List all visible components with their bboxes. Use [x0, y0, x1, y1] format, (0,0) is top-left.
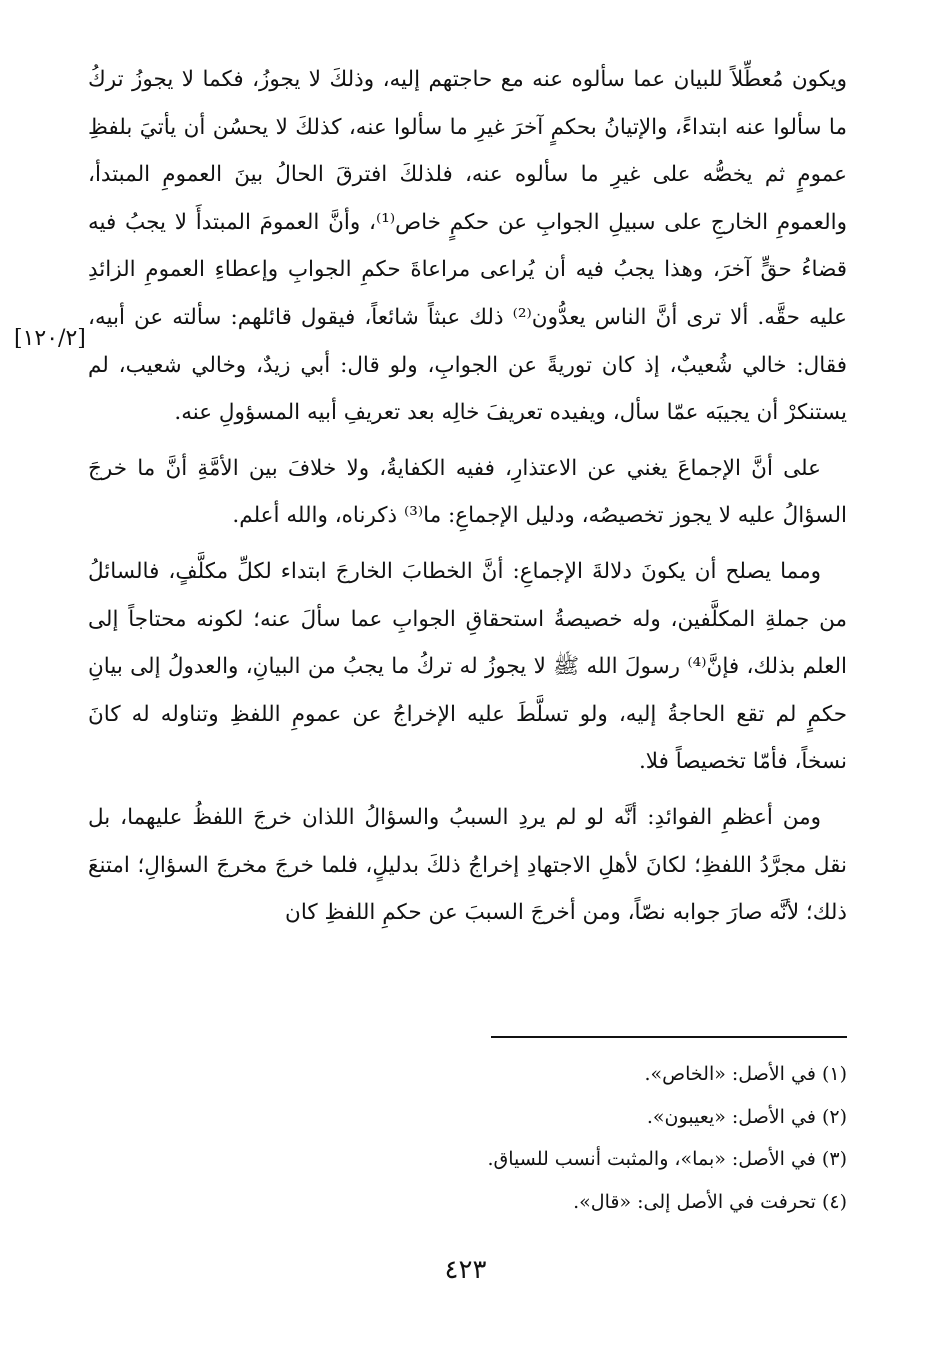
paragraph-1: ويكون مُعطِّلاً للبيان عما سألوه عنه مع حاجتهم إليه، وذلكَ لا يجوزُ، فكما لا يجوزُ تركُ ما سألوا عنه ابتداءً، والإتيانُ بحكمٍ آخرَ غيرِ ما سألوا عنه، كذلكَ لا يحسُن أن يأتيَ بلفظِ عمومٍ ثم يخصُّه على غيرِ ما سألوه عنه، فلذلكَ افترقَ الحالُ بينَ العمومِ المبتدأ، والعمومِ الخارجِ على سبيلِ الجوابِ عن حكمٍ خاص⁽¹⁾، وأنَّ العمومَ المبتدأَ لا يجبُ فيه قضاءُ حقٍّ آخرَ، وهذا يجبُ فيه أن يُراعى مراعاةَ حكمِ الجوابِ وإعطاءِ العمومِ الزائدِ عليه حقَّه. ألا ترى أنَّ الناس يعدُّون⁽²⁾ ذلك عبثاً شائعاً، فيقول قائلهم: سألته عن أبيه، فقال: خالي شُعيبٌ، إذ كان توريةً عن الجوابِ، ولو قال: أبي زيدٌ، وخالي شعيب، لم يستنكرْ أن يجيبَه عمّا سأل، ويفيده تعريفَ خالِه بعد تعريفِ أبيه المسؤولِ عنه.: [88, 67, 847, 426]
footnote-3: (٣) في الأصل: «بما»، والمثبت أنسب للسياق.: [487, 1148, 847, 1170]
footnote-2: (٢) في الأصل: «يعيبون».: [646, 1105, 847, 1128]
paragraph-2: على أنَّ الإجماعَ يغني عن الاعتذارِ، ففيه الكفايةُ، ولا خلافَ بين الأمَّةِ أنَّ ما خرجَ السؤالُ عليه لا يجوز تخصيصُه، ودليل الإجماعِ: ما⁽³⁾ ذكرناه، والله أعلم.: [88, 455, 847, 529]
footnote-4: (٤) تحرفت في الأصل إلى: «قال».: [573, 1190, 847, 1213]
footnote-separator: [491, 1036, 847, 1038]
margin-page-reference: [١٢٠/٢]: [14, 326, 86, 351]
paragraph-3: ومما يصلح أن يكونَ دلالةَ الإجماعِ: أنَّ الخطابَ الخارجَ ابتداء لكلِّ مكلَّفٍ، فالسائلُ من جملةِ المكلَّفين، وله خصيصةُ استحقاقِ الجوابِ عما سألَ عنه؛ لكونه محتاجاً إلى العلم بذلك، فإنَّ⁽⁴⁾ رسولَ الله ﷺ لا يجوزُ له تركُ ما يجبُ من البيانِ، والعدولُ إلى بيانِ حكمٍ لم تقع الحاجةُ إليه، ولو تسلَّطَ عليه الإخراجُ عن عمومِ اللفظِ وتناوله له كانَ نسخاً، فأمّا تخصيصاً فلا.: [88, 558, 847, 775]
footnote-1: (١) في الأصل: «الخاص».: [644, 1063, 847, 1085]
page-number: ٤٢٣: [444, 1255, 487, 1285]
footnotes: [88, 1053, 847, 1223]
paragraph-4: ومن أعظمِ الفوائدِ: أنَّه لو لم يردِ السببُ والسؤالُ اللذان خرجَ اللفظُ عليهما، بل نقل مجرَّدُ اللفظِ؛ لكانَ لأهلِ الاجتهادِ إخراجُ ذلكَ بدليلٍ، فلما خرجَ مخرجَ السؤالِ؛ امتنعَ ذلك؛ لأنَّه صارَ جوابه نصّاً، ومن أخرجَ السببَ عن حكمِ اللفظِ كان: [88, 804, 847, 926]
main-text: [88, 56, 847, 937]
